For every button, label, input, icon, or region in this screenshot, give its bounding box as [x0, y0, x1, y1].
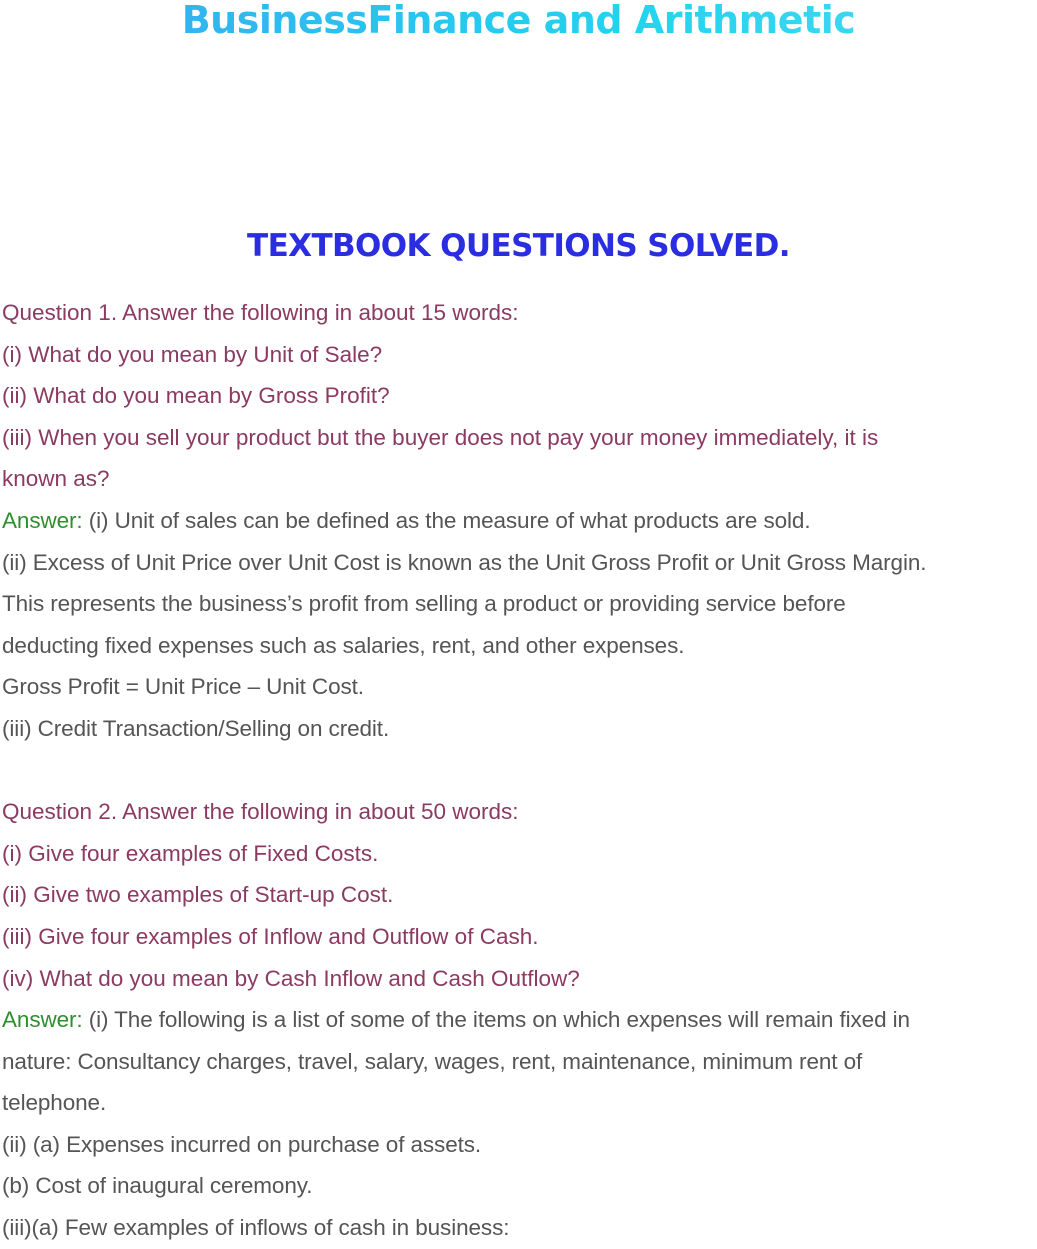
answer-1-line: deducting fixed expenses such as salaries, rent, and other expenses. — [2, 632, 685, 658]
question-2-part-iii: (iii) Give four examples of Inflow and Outflow of Cash. — [2, 923, 539, 949]
section-heading: TEXTBOOK QUESTIONS SOLVED. — [247, 228, 790, 264]
question-1-part-i: (i) What do you mean by Unit of Sale? — [2, 341, 383, 367]
answer-2-line: (b) Cost of inaugural ceremony. — [2, 1173, 313, 1199]
answer-2-line: nature: Consultancy charges, travel, salary, wages, rent, maintenance, minimum rent of — [2, 1048, 863, 1074]
page-title: BusinessFinance and Arithmetic — [0, 0, 1037, 40]
question-2-part-i: (i) Give four examples of Fixed Costs. — [2, 840, 379, 866]
answer-1-part-i: (i) Unit of sales can be defined as the measure of what products are sold. — [82, 507, 811, 533]
spacer — [2, 750, 1037, 792]
answer-2-line: (iii)(a) Few examples of inflows of cash in business: — [2, 1215, 510, 1241]
answer-2-line: telephone. — [2, 1090, 107, 1116]
answer-2-part-i: (i) The following is a list of some of the items on which expenses will remain fixed in — [82, 1007, 910, 1033]
answer-1-label: Answer: — [2, 507, 83, 533]
answer-2-line: (ii) (a) Expenses incurred on purchase of assets. — [2, 1131, 482, 1157]
question-1-title: Question 1. Answer the following in about 15 words: — [2, 300, 519, 325]
answer-1-line: (iii) Credit Transaction/Selling on credit. — [2, 715, 390, 741]
question-2-part-iv: (iv) What do you mean by Cash Inflow and Cash Outflow? — [2, 965, 580, 991]
question-1-part-iii-continued: known as? — [2, 466, 110, 492]
question-2-block — [2, 791, 1037, 1249]
question-2-title: Question 2. Answer the following in about 50 words: — [2, 799, 519, 825]
question-1-part-iii: (iii) When you sell your product but the buyer does not pay your money immediately, it is — [2, 424, 879, 450]
answer-1-first-line — [2, 500, 1037, 542]
answer-1-line: This represents the business’s profit from selling a product or providing service before — [2, 591, 846, 617]
gross-profit-formula: Gross Profit = Unit Price – Unit Cost. — [2, 674, 364, 700]
answer-2-label: Answer: — [2, 1007, 83, 1033]
answer-2-first-line — [2, 999, 1037, 1041]
question-1-part-ii: (ii) What do you mean by Gross Profit? — [2, 383, 390, 409]
answer-1-line: (ii) Excess of Unit Price over Unit Cost is known as the Unit Gross Profit or Unit Gross Margin. — [2, 549, 927, 575]
question-2-part-ii: (ii) Give two examples of Start-up Cost. — [2, 882, 394, 908]
document-body — [2, 292, 1037, 1249]
question-1-block — [2, 292, 1037, 750]
